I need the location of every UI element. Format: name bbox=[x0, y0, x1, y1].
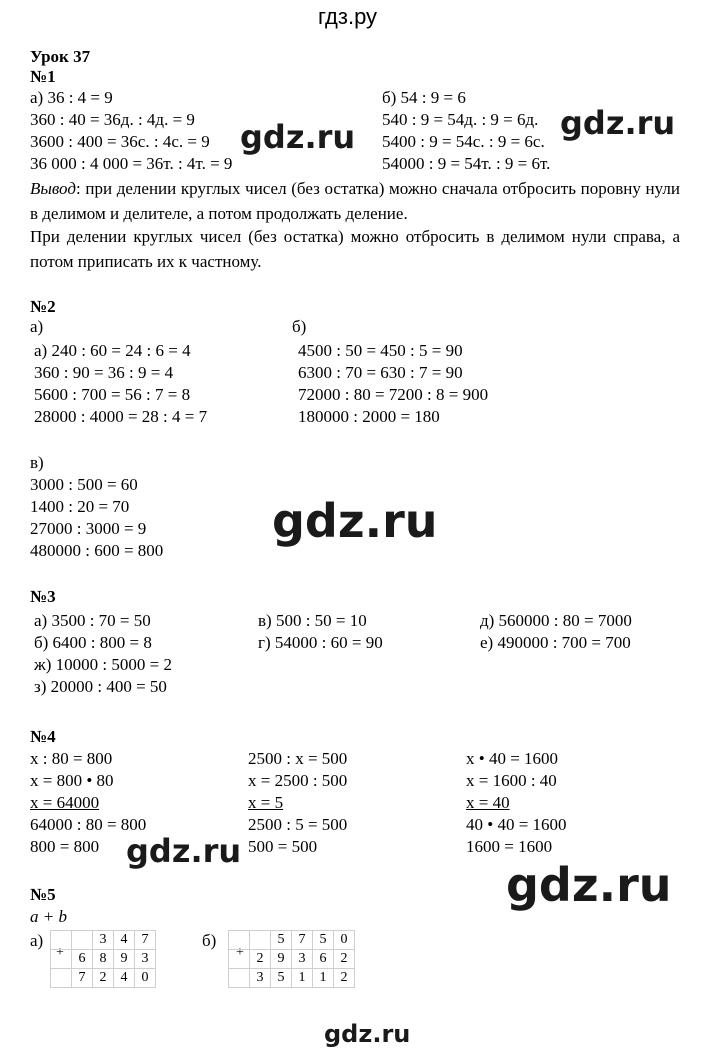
ex2-b-line: 4500 : 50 = 450 : 5 = 90 bbox=[298, 341, 463, 360]
ex1-title: №1 bbox=[30, 67, 56, 86]
watermark: gdz.ru bbox=[126, 832, 242, 870]
ex4-col2-answer: х = 5 bbox=[248, 793, 284, 812]
ex1-right-line: 54000 : 9 = 54т. : 9 = 6т. bbox=[382, 154, 551, 173]
digit: 0 bbox=[334, 931, 355, 950]
ex3-item: ж) 10000 : 5000 = 2 bbox=[34, 655, 172, 674]
plus-sign: + bbox=[56, 945, 64, 960]
ex1-left-line: 360 : 40 = 36д. : 4д. = 9 bbox=[30, 110, 195, 129]
ex3-item: б) 6400 : 800 = 8 bbox=[34, 633, 152, 652]
watermark: gdz.ru bbox=[506, 858, 672, 912]
conclusion-label: Вывод bbox=[30, 179, 76, 198]
digit: 6 bbox=[72, 950, 93, 969]
ex4-col1-line: 64000 : 80 = 800 bbox=[30, 815, 147, 834]
ex4-col1-line: х : 80 = 800 bbox=[30, 749, 113, 768]
digit: 1 bbox=[313, 969, 334, 988]
ex3-item: д) 560000 : 80 = 7000 bbox=[480, 611, 632, 630]
ex4-col1-line: 800 = 800 bbox=[30, 837, 100, 856]
ex3-item: е) 490000 : 700 = 700 bbox=[480, 633, 631, 652]
lesson-title: Урок 37 bbox=[30, 47, 91, 66]
column-addition-a bbox=[50, 930, 156, 988]
digit: 3 bbox=[135, 950, 156, 969]
ex3-item: г) 54000 : 60 = 90 bbox=[258, 633, 383, 652]
watermark: gdz.ru bbox=[560, 104, 676, 142]
digit: 7 bbox=[135, 931, 156, 950]
digit: 2 bbox=[93, 969, 114, 988]
ex2-title: №2 bbox=[30, 297, 56, 316]
ex2-c-line: 27000 : 3000 = 9 bbox=[30, 519, 147, 538]
digit: 9 bbox=[114, 950, 135, 969]
digit: 4 bbox=[114, 969, 135, 988]
ex2-c-line: 1400 : 20 = 70 bbox=[30, 497, 130, 516]
ex3-item: а) 3500 : 70 = 50 bbox=[34, 611, 151, 630]
ex1-left-line: а) 36 : 4 = 9 bbox=[30, 88, 113, 107]
ex5-a-label: а) bbox=[30, 931, 44, 950]
digit: 9 bbox=[271, 950, 292, 969]
ex2-b-line: 72000 : 80 = 7200 : 8 = 900 bbox=[298, 385, 489, 404]
ex4-title: №4 bbox=[30, 727, 56, 746]
ex2-a-line: 28000 : 4000 = 28 : 4 = 7 bbox=[34, 407, 208, 426]
ex1-conclusion-2: При делении круглых чисел (без остатка) можно отбросить в делимом нули справа, а потом приписать их к частному. bbox=[30, 227, 680, 271]
ex2-a-line: а) 240 : 60 = 24 : 6 = 4 bbox=[34, 341, 191, 360]
digit: 5 bbox=[271, 931, 292, 950]
digit: 7 bbox=[72, 969, 93, 988]
ex4-col3-line: х • 40 = 1600 bbox=[466, 749, 559, 768]
ex4-col2-line: 500 = 500 bbox=[248, 837, 318, 856]
ex2-b-line: 180000 : 2000 = 180 bbox=[298, 407, 440, 426]
ex4-col3-line: х = 1600 : 40 bbox=[466, 771, 557, 790]
ex4-col1-answer: х = 64000 bbox=[30, 793, 100, 812]
digit: 0 bbox=[135, 969, 156, 988]
digit: 6 bbox=[313, 950, 334, 969]
digit: 7 bbox=[292, 931, 313, 950]
digit: 5 bbox=[271, 969, 292, 988]
ex2-c-label: в) bbox=[30, 453, 44, 472]
column-addition-b bbox=[228, 930, 355, 988]
ex2-b-line: 6300 : 70 = 630 : 7 = 90 bbox=[298, 363, 463, 382]
ex4-col3-answer: х = 40 bbox=[466, 793, 510, 812]
digit: 2 bbox=[334, 950, 355, 969]
ex4-col1-line: х = 800 • 80 bbox=[30, 771, 114, 790]
ex2-c-line: 3000 : 500 = 60 bbox=[30, 475, 138, 494]
ex1-left-line: 36 000 : 4 000 = 36т. : 4т. = 9 bbox=[30, 154, 233, 173]
ex4-col2-line: 2500 : 5 = 500 bbox=[248, 815, 348, 834]
conclusion-text: : при делении круглых чисел (без остатка) можно сначала отбросить поровну нули в делимом и делителе, а потом продолжать деление. bbox=[30, 179, 680, 223]
watermark: gdz.ru bbox=[272, 494, 438, 548]
ex2-a-line: 5600 : 700 = 56 : 7 = 8 bbox=[34, 385, 191, 404]
digit: 1 bbox=[292, 969, 313, 988]
ex4-col3-line: 40 • 40 = 1600 bbox=[466, 815, 567, 834]
digit: 2 bbox=[334, 969, 355, 988]
ex2-b-label: б) bbox=[292, 317, 307, 336]
ex2-c-line: 480000 : 600 = 800 bbox=[30, 541, 164, 560]
plus-sign: + bbox=[236, 945, 244, 960]
ex2-a-line: 360 : 90 = 36 : 9 = 4 bbox=[34, 363, 174, 382]
ex1-right-line: 5400 : 9 = 54с. : 9 = 6с. bbox=[382, 132, 545, 151]
ex1-conclusion bbox=[30, 176, 680, 226]
ex4-col2-line: 2500 : х = 500 bbox=[248, 749, 348, 768]
digit: 3 bbox=[93, 931, 114, 950]
digit: 3 bbox=[250, 969, 271, 988]
site-header: гдз.ру bbox=[318, 4, 378, 29]
digit: 4 bbox=[114, 931, 135, 950]
ex3-item: з) 20000 : 400 = 50 bbox=[34, 677, 167, 696]
ex4-col3-line: 1600 = 1600 bbox=[466, 837, 553, 856]
ex3-title: №3 bbox=[30, 587, 56, 606]
digit: 3 bbox=[292, 950, 313, 969]
ex1-left-line: 3600 : 400 = 36с. : 4с. = 9 bbox=[30, 132, 210, 151]
ex5-expression: a + b bbox=[30, 907, 67, 926]
watermark: gdz.ru bbox=[240, 118, 356, 156]
ex5-title: №5 bbox=[30, 885, 56, 904]
ex4-col2-line: х = 2500 : 500 bbox=[248, 771, 348, 790]
ex1-right-line: 540 : 9 = 54д. : 9 = 6д. bbox=[382, 110, 539, 129]
watermark: gdz.ru bbox=[324, 1020, 411, 1048]
ex3-item: в) 500 : 50 = 10 bbox=[258, 611, 367, 630]
ex2-a-label: а) bbox=[30, 317, 44, 336]
digit: 8 bbox=[93, 950, 114, 969]
ex5-b-label: б) bbox=[202, 931, 217, 950]
ex1-right-line: б) 54 : 9 = 6 bbox=[382, 88, 466, 107]
digit: 2 bbox=[250, 950, 271, 969]
digit: 5 bbox=[313, 931, 334, 950]
